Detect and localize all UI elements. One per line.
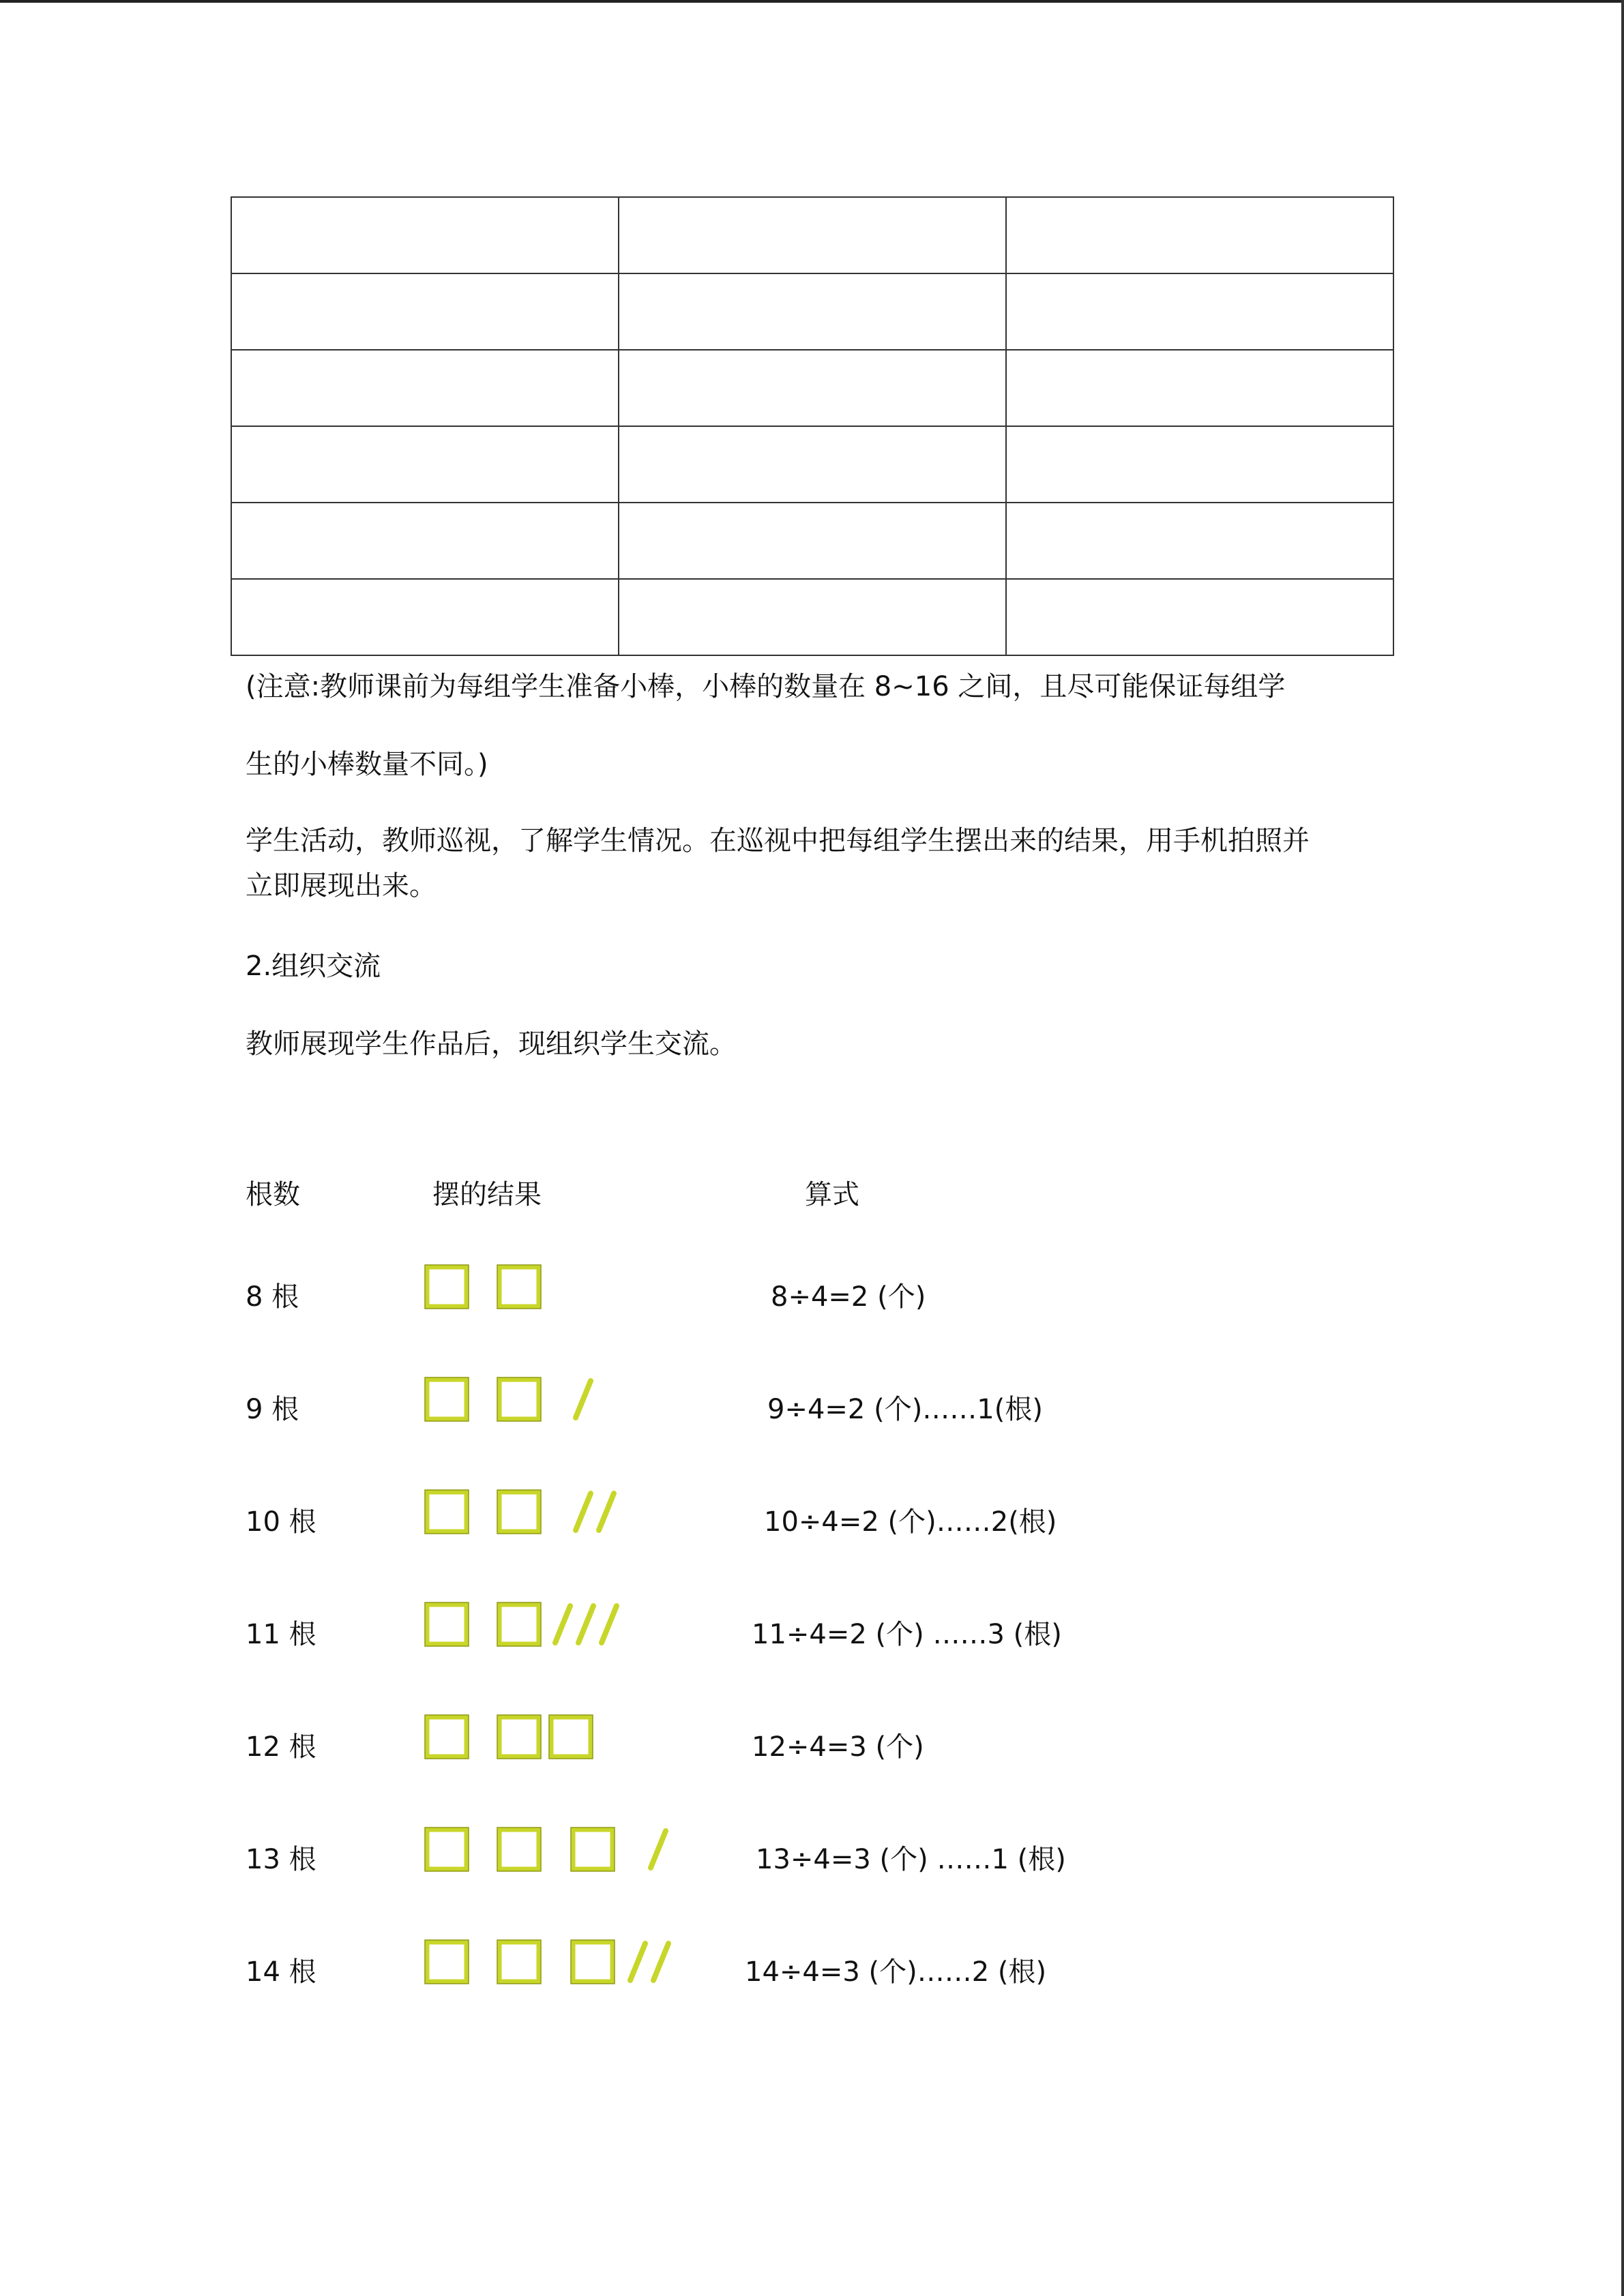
activity-line-1: 学生活动，教师巡视，了解学生情况。在巡视中把每组学生摆出来的结果，用手机拍照并: [246, 825, 1310, 856]
stick-drawing: [423, 1713, 709, 1768]
row-count-label: 11 根: [246, 1619, 316, 1650]
stick-square: [573, 1942, 612, 1982]
row-formula: 12÷4=3 (个): [752, 1731, 924, 1763]
stick-square-edge: [425, 1940, 469, 1984]
stick-drawing: [423, 1263, 709, 1317]
table-cell: [619, 273, 1006, 350]
note-line-1: (注意:教师课前为每组学生准备小棒，小棒的数量在 8~16 之间，且尽可能保证每组学: [246, 671, 1286, 702]
stick-drawing: [423, 1825, 709, 1880]
row-count-label: 14 根: [246, 1956, 316, 1988]
row-count-label: 12 根: [246, 1731, 316, 1763]
stick-square-edge: [497, 1377, 541, 1421]
stick-arrangement: [423, 1600, 709, 1655]
stick-square-edge: [497, 1490, 541, 1534]
stick-drawing: [423, 1600, 709, 1655]
header-formula: 算式: [805, 1179, 859, 1210]
table-cell: [231, 273, 619, 350]
table-cell: [231, 426, 619, 503]
table-cell: [1006, 273, 1393, 350]
page-top-border: [0, 0, 1624, 3]
stick-square: [573, 1830, 612, 1869]
loose-stick: [651, 1831, 666, 1868]
stick-square: [427, 1492, 467, 1532]
stick-square-edge: [425, 1715, 469, 1759]
row-formula: 9÷4=2 (个)……1(根): [767, 1394, 1043, 1425]
table-row: [231, 426, 1393, 503]
stick-square: [427, 1942, 467, 1982]
stick-square-edge: [497, 1828, 541, 1871]
loose-stick: [602, 1606, 617, 1643]
stick-square: [427, 1830, 467, 1869]
stick-square: [499, 1942, 539, 1982]
stick-square: [499, 1380, 539, 1419]
table-cell: [619, 579, 1006, 655]
row-formula: 10÷4=2 (个)……2(根): [764, 1506, 1057, 1538]
stick-drawing: [423, 1488, 709, 1542]
table-cell: [231, 197, 619, 273]
row-count-label: 13 根: [246, 1844, 316, 1875]
table-row: [231, 579, 1393, 655]
table-cell: [231, 503, 619, 579]
row-count-label: 9 根: [246, 1394, 299, 1425]
stick-arrangement: [423, 1488, 709, 1542]
loose-stick: [576, 1493, 591, 1530]
stick-arrangement: [423, 1713, 709, 1768]
table-row: [231, 197, 1393, 273]
stick-square-edge: [425, 1828, 469, 1871]
loose-stick: [630, 1943, 645, 1980]
stick-square-edge: [497, 1940, 541, 1984]
stick-square: [551, 1717, 591, 1757]
stick-square-edge: [497, 1265, 541, 1309]
stick-square: [499, 1492, 539, 1532]
table-cell: [619, 503, 1006, 579]
stick-square-edge: [497, 1715, 541, 1759]
stick-square-edge: [425, 1490, 469, 1534]
table-cell: [1006, 197, 1393, 273]
row-formula: 13÷4=3 (个) ……1 (根): [756, 1844, 1066, 1875]
stick-square: [427, 1267, 467, 1307]
note-line-2: 生的小棒数量不同。): [246, 749, 488, 780]
stick-square: [427, 1605, 467, 1644]
stick-square-edge: [549, 1715, 593, 1759]
row-formula: 11÷4=2 (个) ……3 (根): [752, 1619, 1062, 1650]
row-formula: 8÷4=2 (个): [771, 1281, 926, 1313]
loose-stick: [555, 1606, 570, 1643]
stick-square: [499, 1830, 539, 1869]
table-cell: [1006, 350, 1393, 426]
stick-drawing: [423, 1938, 709, 1993]
stick-square: [499, 1605, 539, 1644]
stick-square-edge: [497, 1602, 541, 1646]
stick-arrangement: [423, 1825, 709, 1880]
header-result: 摆的结果: [432, 1179, 542, 1210]
loose-stick: [578, 1606, 593, 1643]
stick-square-edge: [425, 1377, 469, 1421]
stick-square-edge: [425, 1602, 469, 1646]
page-right-border: [1621, 0, 1624, 2296]
stick-arrangement: [423, 1263, 709, 1317]
table-cell: [231, 350, 619, 426]
table-cell: [1006, 503, 1393, 579]
row-formula: 14÷4=3 (个)……2 (根): [745, 1956, 1047, 1988]
stick-square: [427, 1380, 467, 1419]
table-cell: [1006, 579, 1393, 655]
header-count: 根数: [246, 1179, 300, 1210]
table-row: [231, 503, 1393, 579]
table-cell: [1006, 426, 1393, 503]
row-count-label: 8 根: [246, 1281, 299, 1313]
stick-square-edge: [571, 1828, 615, 1871]
table-cell: [619, 426, 1006, 503]
section-title: 2.组织交流: [246, 951, 381, 982]
loose-stick: [599, 1493, 614, 1530]
stick-arrangement: [423, 1938, 709, 1993]
loose-stick: [653, 1943, 668, 1980]
stick-square-edge: [571, 1940, 615, 1984]
stick-square: [427, 1717, 467, 1757]
table-row: [231, 350, 1393, 426]
stick-arrangement: [423, 1375, 709, 1430]
stick-square: [499, 1267, 539, 1307]
stick-square: [499, 1717, 539, 1757]
section-text: 教师展现学生作品后，现组织学生交流。: [246, 1028, 737, 1060]
empty-grid-table: [231, 196, 1394, 656]
table-cell: [231, 579, 619, 655]
table-cell: [619, 350, 1006, 426]
row-count-label: 10 根: [246, 1506, 316, 1538]
stick-square-edge: [425, 1265, 469, 1309]
loose-stick: [576, 1381, 591, 1418]
table-row: [231, 273, 1393, 350]
table-cell: [619, 197, 1006, 273]
activity-line-2: 立即展现出来。: [246, 870, 437, 901]
stick-drawing: [423, 1375, 709, 1430]
